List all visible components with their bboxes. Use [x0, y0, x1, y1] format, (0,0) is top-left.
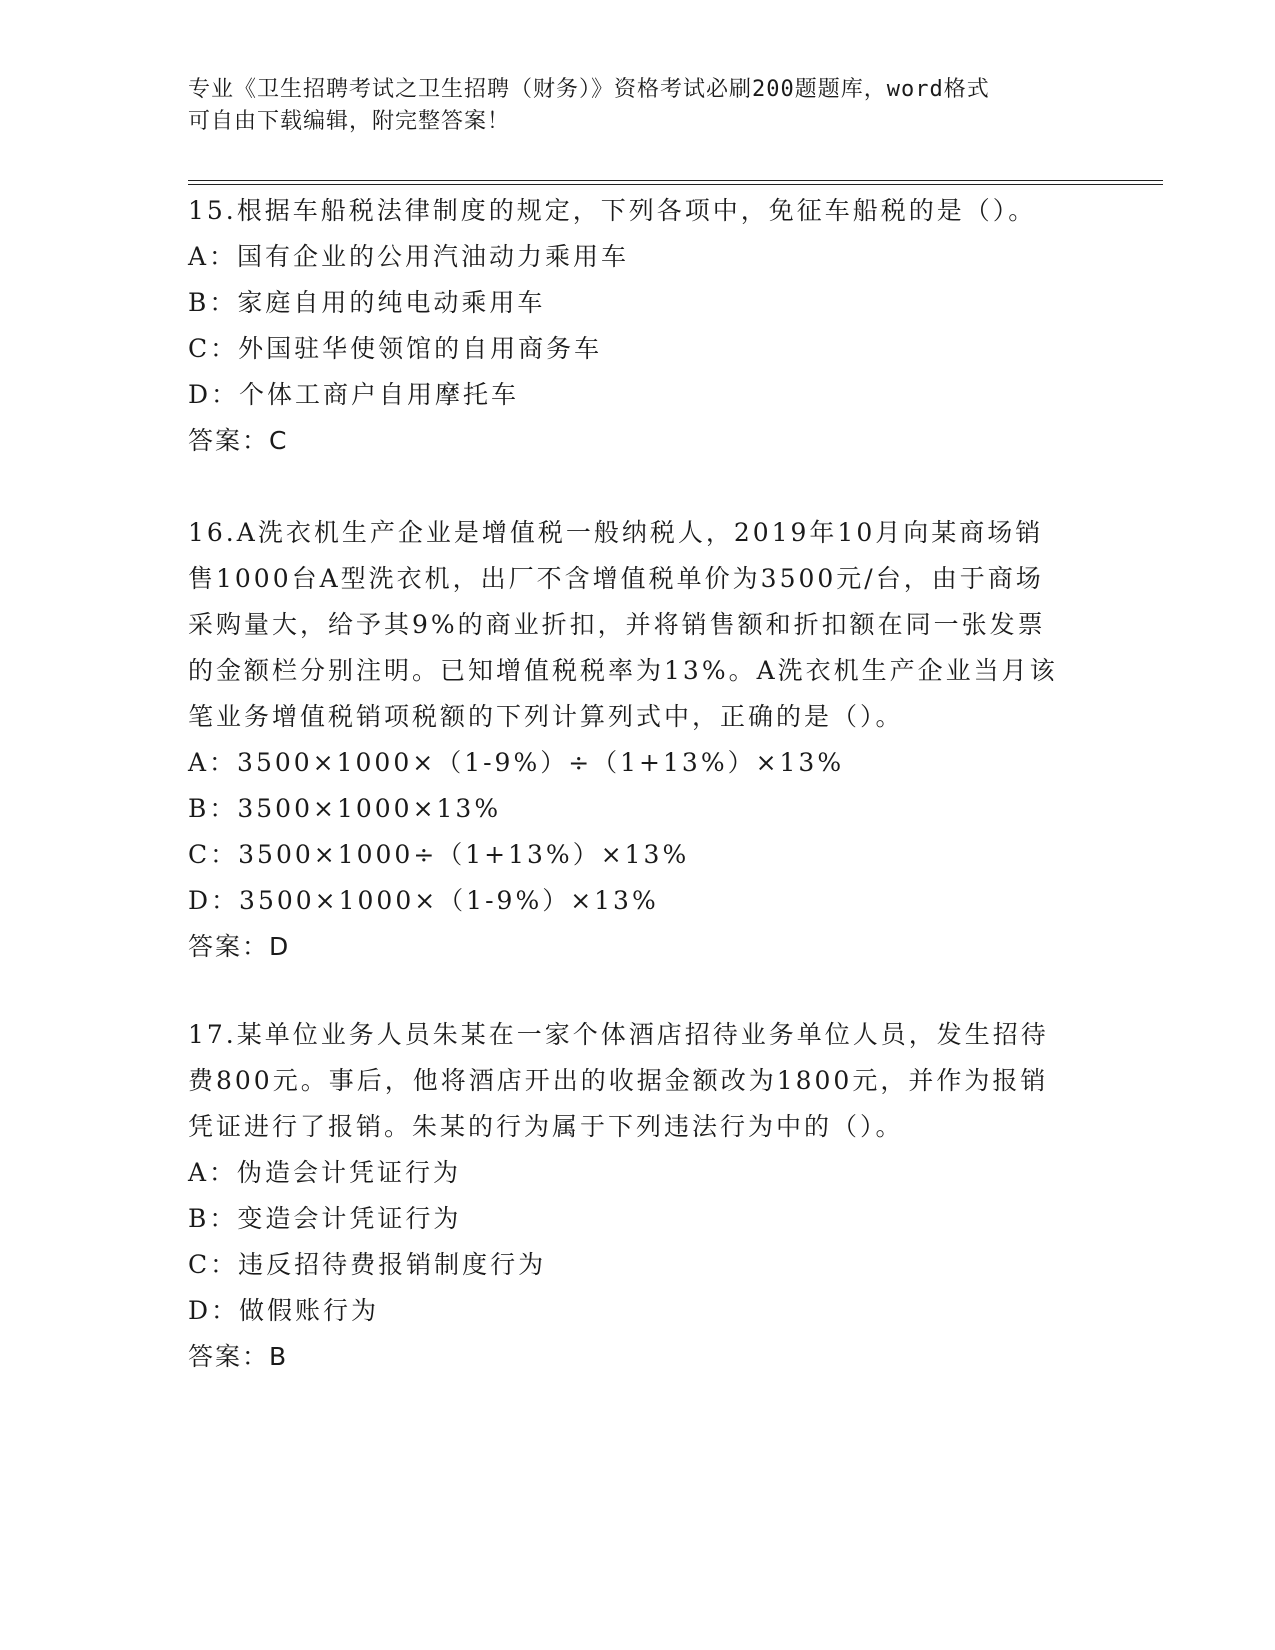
question-stem-line: 的金额栏分别注明。已知增值税税率为13%。A洗衣机生产企业当月该: [188, 656, 1058, 685]
question-16: [188, 510, 1088, 970]
question-stem-line: 15.根据车船税法律制度的规定，下列各项中，免征车船税的是（）。: [188, 196, 1037, 225]
question-stem-line: 售1000台A型洗衣机，出厂不含增值税单价为3500元/台，由于商场: [188, 564, 1044, 593]
header-line-2: 可自由下载编辑，附完整答案！: [188, 109, 511, 134]
question-17: [188, 1012, 1088, 1380]
option-a: A：3500×1000×（1-9%）÷（1+13%）×13%: [188, 748, 845, 777]
option-b: B：变造会计凭证行为: [188, 1204, 462, 1233]
answer-line: 答案：C: [188, 426, 289, 455]
question-stem-line: 16.A洗衣机生产企业是增值税一般纳税人，2019年10月向某商场销: [188, 518, 1044, 547]
header-divider: [188, 180, 1163, 185]
question-stem-line: 凭证进行了报销。朱某的行为属于下列违法行为中的（）。: [188, 1112, 904, 1141]
option-c: C：3500×1000÷（1+13%）×13%: [188, 840, 690, 869]
option-b: B：家庭自用的纯电动乘用车: [188, 288, 546, 317]
question-stem-line: 17.某单位业务人员朱某在一家个体酒店招待业务单位人员，发生招待: [188, 1020, 1049, 1049]
answer-line: 答案：D: [188, 932, 291, 961]
option-a: A：国有企业的公用汽油动力乘用车: [188, 242, 630, 271]
option-d: D：个体工商户自用摩托车: [188, 380, 520, 409]
header-line-1: 专业《卫生招聘考试之卫生招聘（财务）》资格考试必刷200题题库，word格式: [188, 77, 990, 102]
option-b: B：3500×1000×13%: [188, 794, 502, 823]
question-stem-line: 采购量大，给予其9%的商业折扣，并将销售额和折扣额在同一张发票: [188, 610, 1046, 639]
option-c: C：外国驻华使领馆的自用商务车: [188, 334, 603, 363]
option-d: D：做假账行为: [188, 1296, 380, 1325]
question-15: [188, 188, 1088, 464]
answer-line: 答案：B: [188, 1342, 289, 1371]
question-stem-line: 费800元。事后，他将酒店开出的收据金额改为1800元，并作为报销: [188, 1066, 1049, 1095]
option-d: D：3500×1000×（1-9%）×13%: [188, 886, 659, 915]
question-stem-line: 笔业务增值税销项税额的下列计算列式中，正确的是（）。: [188, 702, 904, 731]
document-header: [188, 74, 1088, 138]
option-c: C：违反招待费报销制度行为: [188, 1250, 547, 1279]
option-a: A：伪造会计凭证行为: [188, 1158, 462, 1187]
